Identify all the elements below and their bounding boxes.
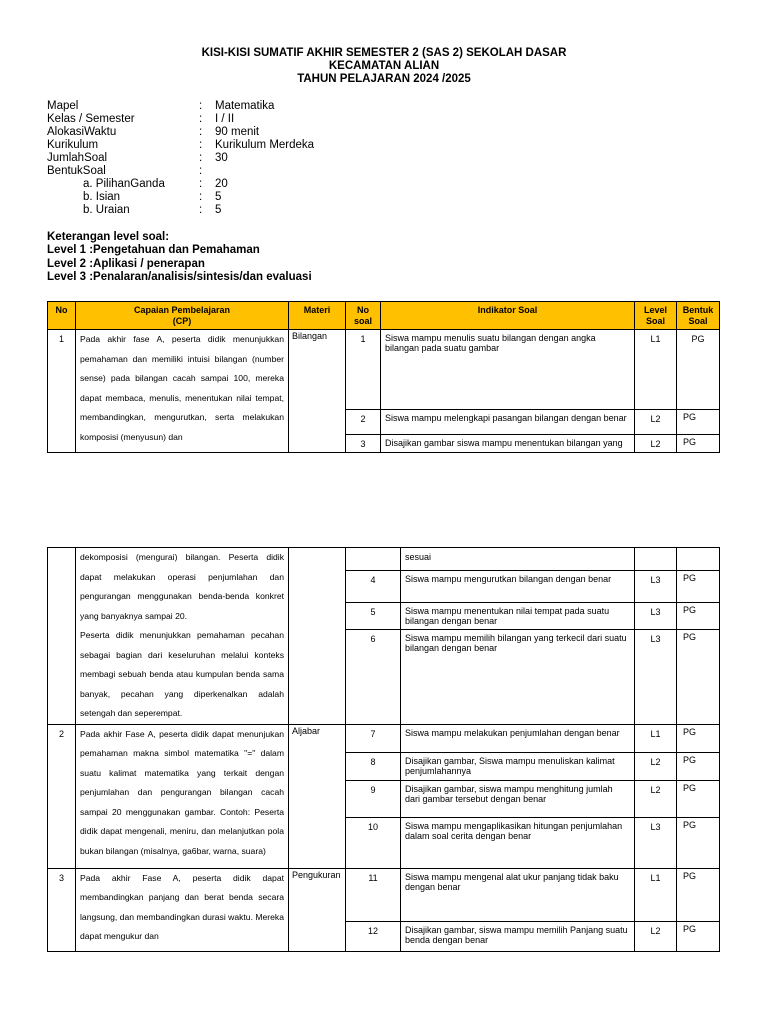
cell-bentuk: PG: [677, 603, 720, 630]
cell-indikator: Disajikan gambar siswa mampu menentukan bilangan yang: [381, 435, 635, 453]
info-value: I / II: [215, 113, 235, 125]
cell-level: L1: [635, 330, 677, 410]
cell-level: L3: [635, 570, 677, 602]
cell-materi-empty: [289, 548, 346, 725]
cell-materi: Pengukuran: [289, 868, 346, 951]
cell-no-soal: 7: [346, 724, 401, 752]
info-label: Kelas / Semester: [47, 113, 135, 125]
cell-section-no: 2: [48, 724, 76, 868]
cell-no-soal: 8: [346, 752, 401, 780]
cell-no-soal: 3: [346, 435, 381, 453]
header-bentuk: Bentuk Soal: [677, 302, 720, 330]
level-legend: [47, 231, 312, 284]
info-colon: :: [199, 152, 203, 164]
cell-no-soal: 4: [346, 570, 401, 602]
cell-indikator: Siswa mampu menentukan nilai tempat pada suatu bilangan dengan benar: [401, 603, 635, 630]
cell-bentuk: PG: [677, 330, 720, 410]
cell-indikator: Disajikan gambar, siswa mampu menghitung jumlah dari gambar tersebut dengan benar: [401, 780, 635, 817]
info-label: BentukSoal: [47, 165, 106, 177]
cell-level: L2: [635, 435, 677, 453]
info-label: JumlahSoal: [47, 152, 108, 164]
cell-level: L3: [635, 603, 677, 630]
cell-no-soal-empty: [346, 548, 401, 571]
kisi-table-part1: [47, 301, 720, 453]
cell-level: L3: [635, 630, 677, 724]
kisi-table-part2: [47, 547, 720, 952]
cell-bentuk: PG: [677, 435, 720, 453]
cell-cp: Pada akhir fase A, peserta didik menunjukkan pemahaman dan memiliki intuisi bilangan (number sense) pada bilangan cacah sampai 100, mereka dapat membaca, menulis, menentukan nilai tempat, membandingkan, mengurutkan, serta melakukan komposisi (menyusun) dan: [76, 330, 289, 453]
cell-bentuk: PG: [677, 410, 720, 435]
cell-bentuk: PG: [677, 724, 720, 752]
cell-level: L1: [635, 868, 677, 921]
cell-no-soal: 6: [346, 630, 401, 724]
cell-indikator: Siswa mampu mengaplikasikan hitungan penjumlahan dalam soal cerita dengan benar: [401, 817, 635, 868]
cell-section-no: 1: [48, 330, 76, 453]
table-row: [48, 724, 720, 752]
cell-indikator: Disajikan gambar, siswa mampu memilih Panjang suatu benda dengan benar: [401, 921, 635, 951]
info-colon: :: [199, 126, 203, 138]
info-value: Kurikulum Merdeka: [215, 139, 315, 151]
legend-heading: Keterangan level soal:: [47, 231, 170, 243]
table-header-row: [48, 302, 720, 330]
info-value: 5: [215, 204, 222, 216]
info-label: b. Isian: [83, 191, 121, 203]
cell-bentuk-empty: [677, 548, 720, 571]
info-colon: :: [199, 165, 203, 177]
legend-level3: Level 3 :Penalaran/analisis/sintesis/dan evaluasi: [47, 270, 312, 283]
cell-level-empty: [635, 548, 677, 571]
cell-materi: Bilangan: [289, 330, 346, 453]
cell-level: L2: [635, 752, 677, 780]
cell-indikator: Siswa mampu melakukan penjumlahan dengan benar: [401, 724, 635, 752]
table-row: [48, 868, 720, 921]
info-value: 90 menit: [215, 126, 260, 138]
cell-bentuk: PG: [677, 630, 720, 724]
info-label: a. PilihanGanda: [83, 178, 165, 190]
cell-level: L1: [635, 724, 677, 752]
cell-cp: Pada akhir Fase A, peserta didik dapat menunjukan pemahaman makna simbol matematika "=" dalam suatu kalimat matematika yang terkait dengan penjumlahan dan pengurangan bilangan cacah sampai 20 menggunakan gambar. Contoh: Peserta didik dapat mengenali, meniru, dan melanjutkan pola bukan bilangan (misalnya, ga6bar, warna, suara): [76, 724, 289, 868]
header-indikator: Indikator Soal: [381, 302, 635, 330]
cell-level: L2: [635, 410, 677, 435]
cell-section-no-empty: [48, 548, 76, 725]
cell-indikator: Disajikan gambar, Siswa mampu menuliskan kalimat penjumlahannya: [401, 752, 635, 780]
cell-bentuk: PG: [677, 868, 720, 921]
header-materi: Materi: [289, 302, 346, 330]
header-no: No: [48, 302, 76, 330]
cell-section-no: 3: [48, 868, 76, 951]
legend-level2: Level 2 :Aplikasi / penerapan: [47, 257, 205, 270]
cell-bentuk: PG: [677, 570, 720, 602]
cell-indikator: Siswa mampu melengkapi pasangan bilangan dengan benar: [381, 410, 635, 435]
info-colon: :: [199, 113, 203, 125]
info-value: 30: [215, 152, 228, 164]
cell-no-soal: 12: [346, 921, 401, 951]
cell-no-soal: 5: [346, 603, 401, 630]
header-cp: Capaian Pembelajaran (CP): [76, 302, 289, 330]
info-value: 5: [215, 191, 222, 203]
cell-indikator: Siswa mampu menulis suatu bilangan dengan angka bilangan pada suatu gambar: [381, 330, 635, 410]
info-label: b. Uraian: [83, 204, 130, 216]
info-label: Kurikulum: [47, 139, 99, 151]
cell-cp-continued: dekomposisi (mengurai) bilangan. Peserta didik dapat melakukan operasi penjumlahan dan pengurangan menggunakan benda-benda konkret yang banyaknya sampai 20. Peserta didik menunjukkan pemahaman pecahan sebagai bagian dari keseluruhan melalui konteks membagi sebuah benda atau kumpulan benda sama banyak, pecahan yang diperkenalkan adalah setengah dan seperempat.: [76, 548, 289, 725]
info-colon: :: [199, 191, 203, 203]
cell-no-soal: 11: [346, 868, 401, 921]
cell-indikator: Siswa mampu mengenal alat ukur panjang tidak baku dengan benar: [401, 868, 635, 921]
cell-no-soal: 9: [346, 780, 401, 817]
doc-title-line1: KISI-KISI SUMATIF AKHIR SEMESTER 2 (SAS 2) SEKOLAH DASAR: [201, 47, 567, 59]
info-value: Matematika: [215, 100, 275, 112]
cell-bentuk: PG: [677, 921, 720, 951]
info-colon: :: [199, 178, 203, 190]
header-no-soal: No soal: [346, 302, 381, 330]
cell-no-soal: 1: [346, 330, 381, 410]
cell-indikator: Siswa mampu memilih bilangan yang terkecil dari suatu bilangan dengan benar: [401, 630, 635, 724]
cell-bentuk: PG: [677, 780, 720, 817]
cell-bentuk: PG: [677, 817, 720, 868]
info-label: Mapel: [47, 100, 79, 112]
legend-level1: Level 1 :Pengetahuan dan Pemahaman: [47, 244, 260, 257]
info-colon: :: [199, 100, 203, 112]
table-row: [48, 330, 720, 410]
cell-indikator: Siswa mampu mengurutkan bilangan dengan benar: [401, 570, 635, 602]
header-level: Level Soal: [635, 302, 677, 330]
cell-cp: Pada akhir Fase A, peserta didik dapat membandingkan panjang dan berat benda secara langsung, dan membandingkan durasi waktu. Mereka dapat mengukur dan: [76, 868, 289, 951]
table-row: [48, 548, 720, 571]
cell-materi: Aljabar: [289, 724, 346, 868]
cell-no-soal: 10: [346, 817, 401, 868]
cell-bentuk: PG: [677, 752, 720, 780]
doc-title-line3: TAHUN PELAJARAN 2024 /2025: [297, 73, 471, 85]
cell-level: L2: [635, 921, 677, 951]
info-colon: :: [199, 204, 203, 216]
doc-title-line2: KECAMATAN ALIAN: [328, 60, 440, 72]
info-label: AlokasiWaktu: [47, 126, 117, 138]
info-value: 20: [215, 178, 228, 190]
cell-no-soal: 2: [346, 410, 381, 435]
cell-level: L3: [635, 817, 677, 868]
cell-level: L2: [635, 780, 677, 817]
cell-indikator: sesuai: [401, 548, 635, 571]
info-colon: :: [199, 139, 203, 151]
